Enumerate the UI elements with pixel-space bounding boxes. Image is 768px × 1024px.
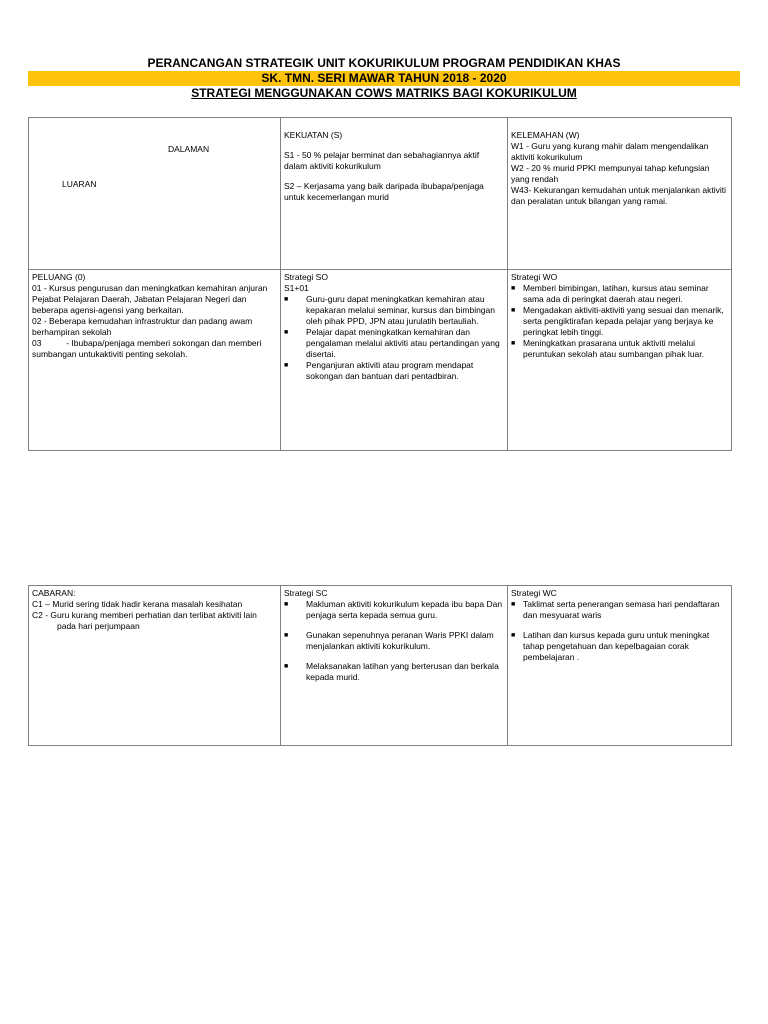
so-item: ■ Pelajar dapat meningkatkan kemahiran dan pengalaman melalui aktiviti atau pertandingan yang disertai. [284, 327, 500, 359]
wo-item: ■ Meningkatkan prasarana untuk aktiviti melalui peruntukan sekolah atau sumbangan pihak luar. [511, 338, 704, 359]
peluang-o2: 02 - Beberapa kemudahan infrastruktur dan padang awam berhampiran sekolah [32, 316, 253, 337]
strategi-wo-cell [508, 270, 732, 451]
bullet-icon: ■ [511, 601, 516, 608]
kelemahan-w2: W2 - 20 % murid PPKI mempunyai tahap kefungsian yang rendah [511, 163, 710, 184]
kekuatan-cell [281, 118, 508, 270]
bullet-icon: ■ [284, 296, 289, 303]
so-item: ■ Penganjuran aktiviti atau program mendapat sokongan dan bantuan dari pentadbiran. [284, 360, 474, 381]
peluang-o1: 01 - Kursus pengurusan dan meningkatkan kemahiran anjuran Pejabat Pelajaran Daerah, Jabatan Pelajaran Negeri dan beberapa agensi-agensi yang berkaitan. [32, 283, 268, 315]
wo-title: Strategi WO [511, 272, 558, 282]
wo-item: ■ Memberi bimbingan, latihan, kursus atau seminar sama ada di peringkat daerah atau negeri. [511, 283, 709, 304]
bullet-icon: ■ [511, 307, 516, 314]
so-subtitle: S1+01 [284, 283, 309, 293]
kelemahan-title: KELEMAHAN (W) [511, 130, 580, 140]
cabaran-title: CABARAN: [32, 588, 76, 598]
cabaran-c1: C1 – Murid sering tidak hadir kerana masalah kesihatan [32, 599, 243, 609]
peluang-o3 [32, 338, 277, 360]
corner-cell [29, 118, 281, 270]
kelemahan-w3: W43- Kekurangan kemudahan untuk menjalankan aktiviti dan peralatan untuk bilangan yang ramai. [511, 185, 726, 206]
cabaran-cell [29, 586, 281, 746]
matrix-row-header [29, 118, 732, 270]
bullet-icon: ■ [284, 601, 289, 608]
cows-matrix-top [28, 117, 732, 451]
sc-title: Strategi SC [284, 588, 328, 598]
bullet-icon: ■ [284, 663, 289, 670]
wo-item-continuation: serta pengiktirafan kepada pelajar yang berjaya ke peringkat lebih tinggi. [523, 316, 714, 337]
sc-item: ■ Melaksanakan latihan yang berterusan dan berkala kepada murid. [284, 661, 499, 682]
wo-item: ■ Mengadakan aktiviti-aktiviti yang sesuai dan menarik, serta pengiktirafan kepada pelajar yang berjaya ke peringkat lebih tinggi. [511, 305, 724, 337]
cows-matrix-bottom [28, 585, 732, 746]
peluang-o3-text: - Ibubapa/penjaga memberi sokongan dan memberi sumbangan untukaktiviti penting sekolah. [32, 338, 262, 359]
wc-title: Strategi WC [511, 588, 557, 598]
matrix-subtitle: STRATEGI MENGGUNAKAN COWS MATRIKS BAGI KOKURIKULUM [191, 86, 577, 100]
wc-item: ■ Latihan dan kursus kepada guru untuk meningkat tahap pengetahuan dan kepelbagaian corak pembelajaran . [511, 630, 710, 662]
bullet-icon: ■ [511, 340, 516, 347]
peluang-title: PELUANG (0) [32, 272, 86, 282]
kekuatan-s1: S1 - 50 % pelajar berminat dan sebahagiannya aktif dalam aktiviti kokurikulum [284, 150, 480, 171]
dalaman-label: DALAMAN [168, 144, 210, 154]
sc-item: ■ Gunakan sepenuhnya peranan Waris PPKI dalam menjalankan aktiviti kokurikulum. [284, 630, 494, 651]
cabaran-c2: C2 - Guru kurang memberi perhatian dan terlibat aktiviti lain pada hari perjumpaan [32, 610, 257, 631]
school-year-banner: SK. TMN. SERI MAWAR TAHUN 2018 - 2020 [28, 71, 740, 86]
wc-item: ■ Taklimat serta penerangan semasa hari pendaftaran dan mesyuarat waris [511, 599, 720, 620]
luaran-label: LUARAN [62, 179, 97, 189]
bullet-icon: ■ [284, 329, 289, 336]
bullet-icon: ■ [511, 632, 516, 639]
bullet-icon: ■ [284, 362, 289, 369]
peluang-cell [29, 270, 281, 451]
kelemahan-cell [508, 118, 732, 270]
bullet-icon: ■ [284, 632, 289, 639]
so-item: ■ Guru-guru dapat meningkatkan kemahiran atau kepakaran melalui seminar, kursus dan bimbingan oleh pihak PPD, JPN atau jurulatih bertauliah. [284, 294, 495, 326]
document-title: PERANCANGAN STRATEGIK UNIT KOKURIKULUM PROGRAM PENDIDIKAN KHAS [147, 56, 621, 70]
strategi-wc-cell [508, 586, 732, 746]
sc-item: ■ Makluman aktiviti kokurikulum kepada ibu bapa Dan penjaga serta kepada semua guru. [284, 599, 503, 620]
peluang-o3-number: 03 [32, 338, 42, 348]
kelemahan-w1: W1 - Guru yang kurang mahir dalam mengendalikan aktiviti kokurikulum [511, 141, 709, 162]
kekuatan-s2: S2 – Kerjasama yang baik daripada ibubapa/penjaga untuk kecemerlangan murid [284, 181, 484, 202]
strategi-so-cell [281, 270, 508, 451]
strategi-sc-cell [281, 586, 508, 746]
so-title: Strategi SO [284, 272, 328, 282]
bullet-icon: ■ [511, 285, 516, 292]
matrix-row-cabaran [29, 586, 732, 746]
matrix-row-peluang [29, 270, 732, 451]
kekuatan-title: KEKUATAN (S) [284, 130, 343, 140]
